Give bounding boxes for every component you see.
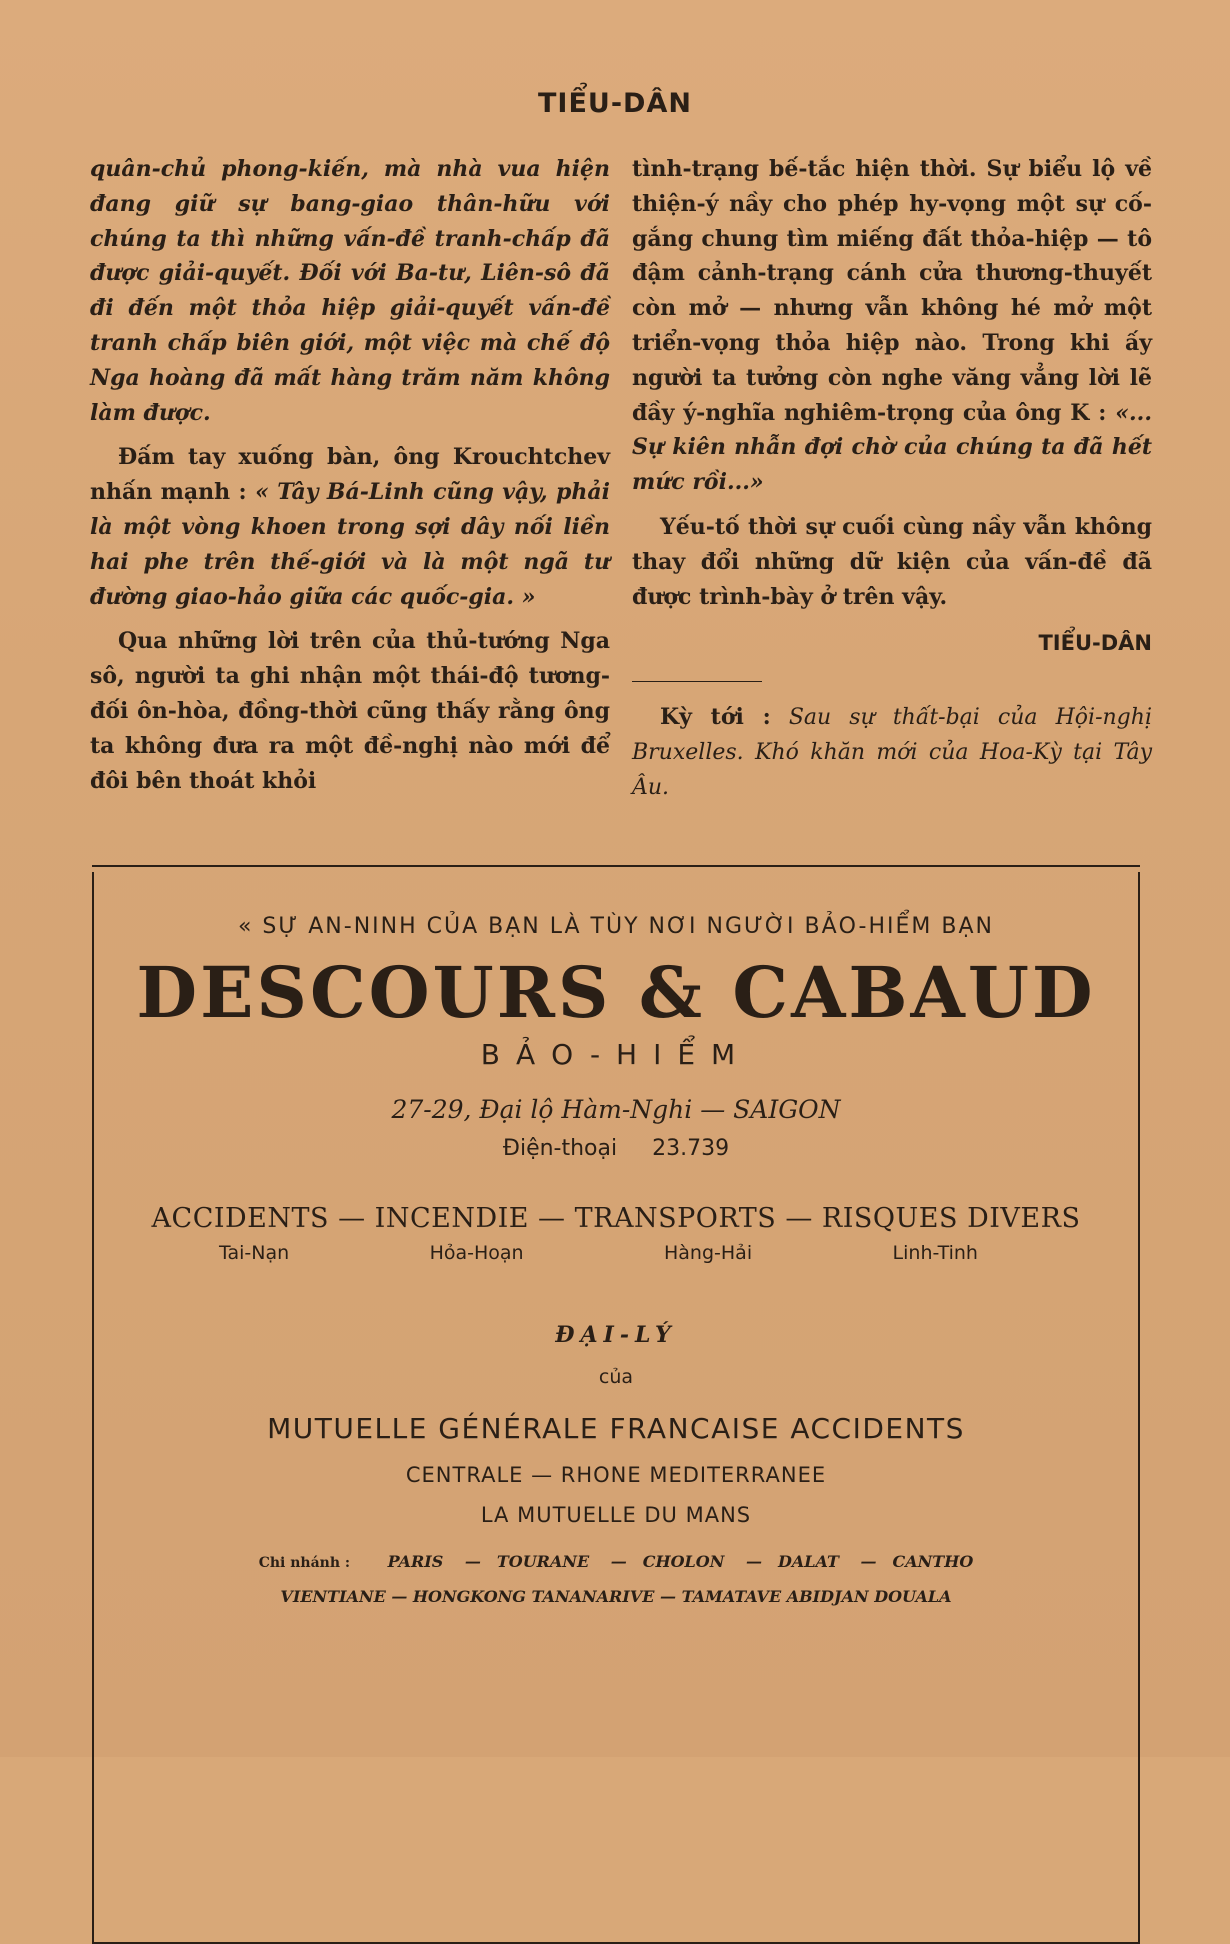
paragraph-1: quân-chủ phong-kiến, mà nhà vua hiện đang giữ sự bang-giao thân-hữu với chúng ta thì những vấn-đề tranh-chấp đã được giải-quyết. Đối với Ba-tư, Liên-sô đã đi đến một thỏa hiệp giải-quyết vấn-đề tranh chấp biên giới, một việc mà chế độ Nga hoàng đã mất hàng trăm năm không làm được.	[90, 156, 610, 426]
author-signature: TIỂU-DÂN	[1038, 631, 1152, 656]
ad-lines-french: ACCIDENTS — INCENDIE — TRANSPORTS — RISQUES DIVERS	[151, 1203, 1081, 1234]
ad-line-vn: Hỏa-Hoạn	[429, 1242, 524, 1264]
article-left-column	[90, 152, 610, 798]
ad-mans: LA MUTUELLE DU MANS	[480, 1503, 752, 1527]
ad-line-vn: Tai-Nạn	[219, 1242, 290, 1264]
ad-content	[94, 872, 1138, 1614]
ad-line-vn: Hàng-Hải	[664, 1242, 753, 1264]
ad-branch: CANTHO	[892, 1552, 974, 1571]
ad-phone	[94, 1136, 1138, 1161]
page-header: TIỂU-DÂN	[538, 88, 692, 119]
ad-mutuelle-name: MUTUELLE GÉNÉRALE FRANCAISE ACCIDENTS	[267, 1412, 965, 1445]
ad-branches-label: Chi nhánh :	[258, 1555, 351, 1571]
ad-branches-row-2: VIENTIANE — HONGKONG TANANARIVE — TAMATAVE ABIDJAN DOUALA	[280, 1587, 952, 1606]
ad-line-vn: Linh-Tinh	[892, 1242, 978, 1264]
ad-branch: PARIS	[387, 1552, 444, 1571]
ad-agent-title: ĐẠI-LÝ	[555, 1322, 677, 1348]
ad-service: BẢO-HIỂM	[480, 1038, 752, 1071]
ad-centrale: CENTRALE — RHONE MEDITERRANEE	[405, 1463, 827, 1487]
paragraph-3: Qua những lời trên của thủ-tướng Nga sô, người ta ghi nhận một thái-độ tương-đối ôn-hòa, đồng-thời cũng thấy rằng ông ta không đưa ra một đề-nghị nào mới để đôi bên thoát khỏi	[90, 628, 610, 794]
ad-phone-label: Điện-thoại	[502, 1136, 618, 1161]
next-issue-text: Sau sự thất-bại của Hội-nghị Bruxelles. Khó khăn mới của Hoa-Kỳ tại Tây Âu.	[632, 705, 1152, 800]
insurance-advertisement	[92, 872, 1140, 1944]
paragraph-4-text: tình-trạng bế-tắc hiện thời. Sự biểu lộ về thiện-ý nầy cho phép hy-vọng một sự cố-gắng chung tìm miếng đất thỏa-hiệp — tô đậm cảnh-trạng cánh cửa thương-thuyết còn mở — nhưng vẫn không hé mở một triển-vọng thỏa hiệp nào. Trong khi ấy người ta tưởng còn nghe văng vẳng lời lẽ đầy ý-nghĩa nghiêm-trọng của ông K :	[632, 156, 1152, 426]
paragraph-5: Yếu-tố thời sự cuối cùng nầy vẫn không thay đổi những dữ kiện của vấn-đề đã được trình-bày ở trên vậy.	[632, 513, 1152, 610]
ad-agent-of: của	[598, 1366, 634, 1388]
ad-lines-vietnamese	[94, 1242, 1138, 1264]
ad-branches-row-1: Chi nhánh : PARIS — TOURANE — CHOLON — DALAT — CANTHO	[258, 1552, 974, 1571]
ad-branch: TOURANE	[496, 1552, 590, 1571]
article-right-column	[632, 152, 1152, 806]
paragraph-2-text: Đấm tay xuống bàn, ông Krouchtchev nhấn mạnh :	[90, 444, 610, 506]
next-issue	[632, 700, 1152, 805]
ad-branches	[94, 1545, 1138, 1614]
paragraph-2	[90, 440, 610, 614]
ad-branch: CHOLON	[642, 1552, 725, 1571]
ad-branch: DALAT	[777, 1552, 839, 1571]
paragraph-2-quote: « Tây Bá-Linh cũng vậy, phải là một vòng khoen trong sợi dây nối liền hai phe trên thế-giới và là một ngã tư đường giao-hảo giữa các quốc-gia. »	[90, 479, 610, 610]
ad-slogan: « SỰ AN-NINH CỦA BẠN LÀ TÙY NƠI NGƯỜI BẢO-HIỂM BẠN	[237, 914, 995, 939]
paragraph-4	[632, 152, 1152, 500]
ad-company-name: DESCOURS & CABAUD	[136, 951, 1096, 1034]
ad-address: 27-29, Đại lộ Hàm-Nghi — SAIGON	[391, 1095, 841, 1124]
ad-top-rule	[92, 865, 1140, 867]
next-issue-label: Kỳ tới :	[660, 704, 771, 731]
paragraph-4-quote: «... Sự kiên nhẫn đợi chờ của chúng ta đã hết mức rồi...»	[632, 399, 1152, 496]
divider	[632, 681, 762, 682]
ad-phone-number: 23.739	[652, 1136, 730, 1161]
